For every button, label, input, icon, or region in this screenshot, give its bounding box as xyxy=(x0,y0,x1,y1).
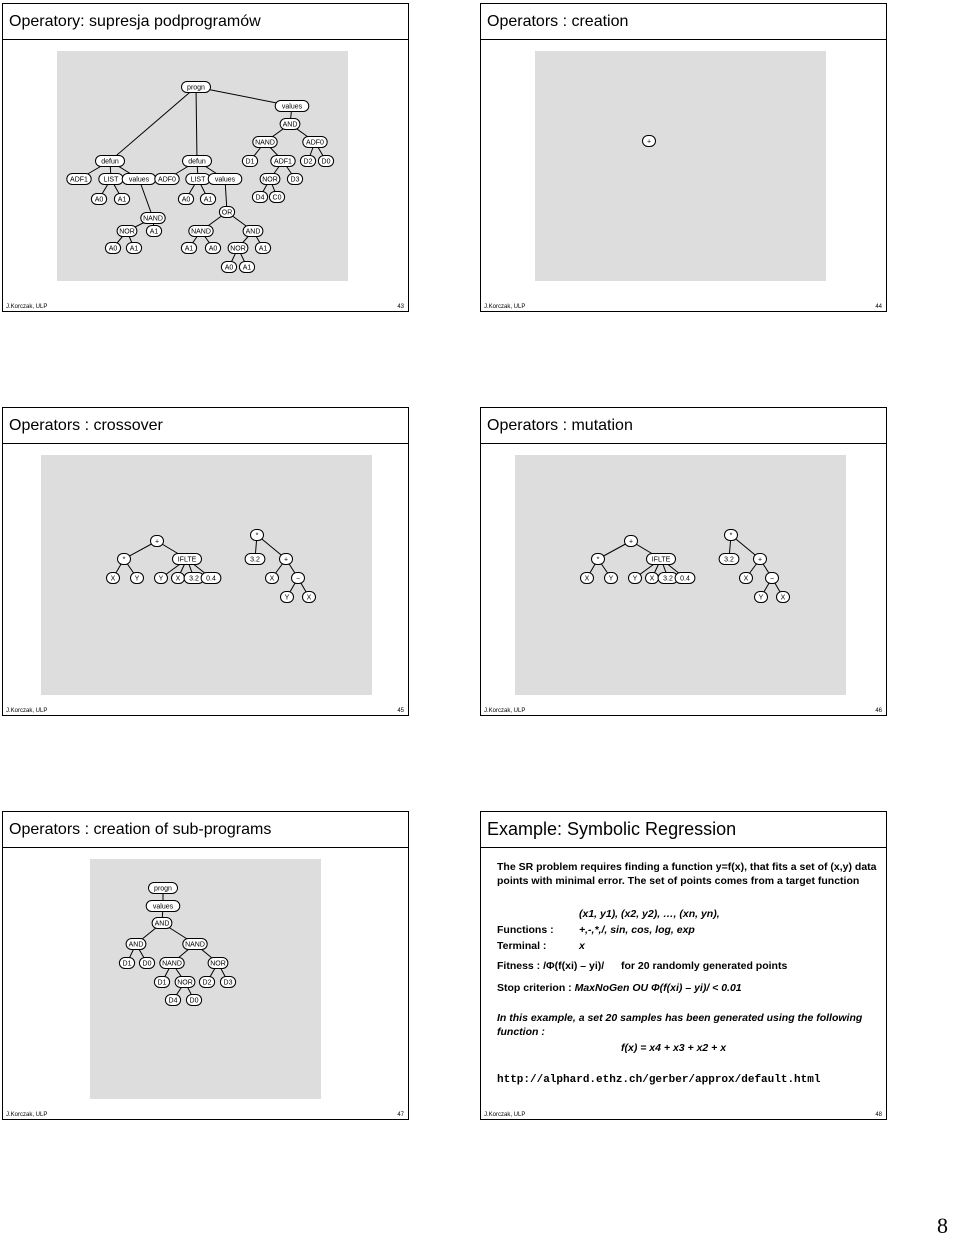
tree-node-label: Y xyxy=(608,575,614,583)
tree-node xyxy=(183,156,212,167)
tree-node-label: progn xyxy=(187,84,205,92)
tree-node xyxy=(755,592,768,603)
terminal-label: Terminal : xyxy=(497,940,547,952)
tree-node-label: X xyxy=(306,594,312,602)
stop-label: Stop criterion : xyxy=(497,982,575,994)
tree-node xyxy=(154,977,169,988)
tree-node-label: D0 xyxy=(321,158,331,166)
slide-number: 46 xyxy=(875,708,882,714)
tree-node xyxy=(292,573,305,584)
tree-node xyxy=(220,977,235,988)
tree-node-label: LIST xyxy=(190,176,206,184)
tree-node xyxy=(719,554,739,565)
tree-node-label: AND xyxy=(154,920,170,928)
slide-48 xyxy=(480,811,887,1120)
slide-number: 44 xyxy=(875,304,882,310)
tree-node-label: A1 xyxy=(242,264,252,272)
slide-number: 43 xyxy=(397,304,404,310)
tree-node xyxy=(725,530,738,541)
tree-node xyxy=(260,174,280,185)
tree-node-label: 3.2 xyxy=(189,575,199,583)
tree-diagram xyxy=(57,51,348,281)
tree-node-label: D2 xyxy=(202,979,212,987)
tree-node-label: + xyxy=(646,138,652,146)
tree-node xyxy=(189,226,213,237)
tree-node xyxy=(303,592,316,603)
functions-value: +,-,*,/, sin, cos, log, exp xyxy=(579,924,695,936)
tree-panel xyxy=(57,51,348,281)
tree-node-label: X xyxy=(175,575,181,583)
tree-node-label: A1 xyxy=(184,245,194,253)
tree-node-label: A1 xyxy=(149,228,159,236)
tree-node xyxy=(646,573,659,584)
tree-node xyxy=(754,554,767,565)
tree-node xyxy=(208,958,228,969)
tree-node-label: + xyxy=(628,538,634,546)
slide-number: 45 xyxy=(397,708,404,714)
tree-node xyxy=(182,82,211,93)
slide-title: Example: Symbolic Regression xyxy=(481,812,886,848)
tree-diagram xyxy=(515,455,846,695)
tree-node-label: A0 xyxy=(94,196,104,204)
slide-title: Operatory: supresja podprogramów xyxy=(3,4,408,40)
tree-node-label: * xyxy=(122,556,126,564)
tree-node-label: Y xyxy=(758,594,764,602)
tree-node xyxy=(122,174,156,185)
footer-author: J.Korczak, ULP xyxy=(6,304,48,310)
tree-node xyxy=(581,573,594,584)
tree-node-label: AND xyxy=(282,121,298,129)
slide-46 xyxy=(480,407,887,716)
tree-node-label: NOR xyxy=(230,245,246,253)
slide-47 xyxy=(2,811,409,1120)
tree-node xyxy=(221,262,236,273)
tree-node xyxy=(675,573,695,584)
tree-node-label: 3.2 xyxy=(724,556,734,564)
tree-node-label: + xyxy=(283,556,289,564)
fitness-label: Fitness : /Φ(f(xi) – yi)/ xyxy=(497,960,605,972)
tree-node xyxy=(118,554,131,565)
tree-node-label: D4 xyxy=(168,997,178,1005)
tree-node-label: 3.2 xyxy=(250,556,260,564)
tree-node-label: D0 xyxy=(189,997,199,1005)
tree-node xyxy=(228,243,248,254)
tree-node xyxy=(141,213,165,224)
tree-node-label: defun xyxy=(101,158,119,166)
tree-node xyxy=(155,573,168,584)
tree-node xyxy=(243,226,263,237)
example-sentence: In this example, a set 20 samples has been generated using the following function : xyxy=(497,1012,863,1038)
footer-author: J.Korczak, ULP xyxy=(484,304,526,310)
tree-node-label: Y xyxy=(284,594,290,602)
tree-node xyxy=(186,995,201,1006)
tree-node xyxy=(629,573,642,584)
slide-title: Operators : creation xyxy=(481,4,886,40)
tree-node-label: D1 xyxy=(157,979,167,987)
tree-node-label: 0.4 xyxy=(206,575,216,583)
tree-node-label: ADF1 xyxy=(274,158,292,166)
tree-node-label: + xyxy=(154,538,160,546)
tree-node-label: − xyxy=(295,575,301,583)
tree-node-label: values xyxy=(128,176,150,184)
tree-node-label: AND xyxy=(128,941,144,949)
tree-node-label: NOR xyxy=(177,979,193,987)
stop-row xyxy=(497,982,877,996)
tree-node xyxy=(766,573,779,584)
tree-node-label: OR xyxy=(221,209,233,217)
tree-node xyxy=(126,243,141,254)
slide-number: 47 xyxy=(397,1112,404,1118)
tree-node-label: NAND xyxy=(255,139,275,147)
tree-node xyxy=(239,262,254,273)
tree-node-label: C0 xyxy=(272,194,282,202)
tree-node-label: A0 xyxy=(108,245,118,253)
tree-node xyxy=(175,977,195,988)
slide-title: Operators : creation of sub-programs xyxy=(3,812,408,848)
tree-node xyxy=(96,156,125,167)
tree-node-label: * xyxy=(596,556,600,564)
tree-node-label: X xyxy=(780,594,786,602)
tree-node xyxy=(151,536,164,547)
tree-node xyxy=(643,136,656,147)
tree-node-label: * xyxy=(729,532,733,540)
fitness-row xyxy=(497,960,877,974)
points-text: (x1, y1), (x2, y2), …, (xn, yn), xyxy=(579,908,720,920)
footer-author: J.Korczak, ULP xyxy=(6,708,48,714)
tree-node-label: NOR xyxy=(119,228,135,236)
tree-node xyxy=(287,174,302,185)
tree-node xyxy=(160,958,184,969)
tree-node xyxy=(300,156,315,167)
tree-node xyxy=(91,194,106,205)
formula xyxy=(621,1042,726,1056)
tree-node-label: values xyxy=(152,903,174,911)
tree-node xyxy=(119,958,134,969)
tree-node xyxy=(242,156,257,167)
tree-node-label: NAND xyxy=(143,215,163,223)
tree-node-label: + xyxy=(757,556,763,564)
tree-node xyxy=(99,174,123,185)
tree-node xyxy=(126,939,146,950)
tree-node-label: D3 xyxy=(290,176,300,184)
tree-node-label: defun xyxy=(188,158,206,166)
tree-node-label: X xyxy=(269,575,275,583)
tree-node xyxy=(303,137,327,148)
tree-node xyxy=(181,243,196,254)
slide-title: Operators : crossover xyxy=(3,408,408,444)
tree-node xyxy=(155,174,179,185)
tree-edge xyxy=(110,87,196,161)
tree-node xyxy=(205,243,220,254)
tree-node xyxy=(281,592,294,603)
tree-node-label: A0 xyxy=(181,196,191,204)
tree-node-label: D2 xyxy=(303,158,313,166)
tree-node xyxy=(318,156,333,167)
slide-44 xyxy=(480,3,887,312)
url-text[interactable]: http://alphard.ethz.ch/gerber/approx/default.html xyxy=(497,1074,821,1086)
footer-author: J.Korczak, ULP xyxy=(484,1112,526,1118)
tree-node-label: A1 xyxy=(203,196,213,204)
tree-node-label: ADF1 xyxy=(70,176,88,184)
tree-node-label: NAND xyxy=(185,941,205,949)
tree-node xyxy=(183,939,207,950)
tree-node xyxy=(186,174,210,185)
tree-node xyxy=(252,192,267,203)
tree-node-label: − xyxy=(769,575,775,583)
tree-node-label: X xyxy=(743,575,749,583)
tree-diagram xyxy=(535,51,826,281)
tree-node-label: LIST xyxy=(103,176,119,184)
tree-node-label: ADF0 xyxy=(306,139,324,147)
tree-node-label: X xyxy=(110,575,116,583)
tree-node-label: D4 xyxy=(255,194,265,202)
tree-node xyxy=(105,243,120,254)
tree-node-label: progn xyxy=(154,885,172,893)
footer-author: J.Korczak, ULP xyxy=(6,1112,48,1118)
tree-node-label: X xyxy=(584,575,590,583)
slide-43 xyxy=(2,3,409,312)
tree-node-label: values xyxy=(214,176,236,184)
url-link[interactable] xyxy=(497,1074,820,1088)
tree-node xyxy=(114,194,129,205)
tree-node xyxy=(172,573,185,584)
tree-node-label: Y xyxy=(632,575,638,583)
tree-node-label: IFLTE xyxy=(651,556,671,564)
tree-node-label: 3.2 xyxy=(663,575,673,583)
slide-45 xyxy=(2,407,409,716)
tree-node xyxy=(592,554,605,565)
tree-node-label: D1 xyxy=(245,158,255,166)
tree-node-label: NOR xyxy=(210,960,226,968)
tree-node xyxy=(107,573,120,584)
tree-node xyxy=(165,995,180,1006)
tree-node-label: A0 xyxy=(224,264,234,272)
tree-node xyxy=(146,226,161,237)
functions-label: Functions : xyxy=(497,924,554,936)
tree-node-label: * xyxy=(255,532,259,540)
tree-node-label: D0 xyxy=(142,960,152,968)
tree-node xyxy=(266,573,279,584)
slide-title: Operators : mutation xyxy=(481,408,886,444)
tree-node-label: A1 xyxy=(129,245,139,253)
tree-node xyxy=(777,592,790,603)
stop-value: MaxNoGen OU Φ(f(xi) – yi)/ < 0.01 xyxy=(574,982,742,994)
tree-node xyxy=(152,918,172,929)
tree-node-label: 0.4 xyxy=(680,575,690,583)
tree-node-label: NOR xyxy=(262,176,278,184)
tree-node xyxy=(251,530,264,541)
regression-intro xyxy=(497,861,877,888)
tree-node xyxy=(280,554,293,565)
tree-panel xyxy=(535,51,826,281)
tree-node-label: D3 xyxy=(223,979,233,987)
tree-diagram xyxy=(90,859,321,1099)
example-text xyxy=(497,1012,867,1039)
tree-node xyxy=(255,243,270,254)
tree-node-label: Y xyxy=(158,575,164,583)
document-page-number: 8 xyxy=(937,1213,948,1238)
tree-node xyxy=(146,901,180,912)
tree-node-label: X xyxy=(649,575,655,583)
tree-node xyxy=(201,573,221,584)
footer-author: J.Korczak, ULP xyxy=(484,708,526,714)
tree-node xyxy=(67,174,91,185)
tree-node xyxy=(219,207,234,218)
tree-node xyxy=(740,573,753,584)
tree-node xyxy=(208,174,242,185)
tree-node-label: A0 xyxy=(208,245,218,253)
data-points xyxy=(579,908,720,922)
tree-node-label: values xyxy=(281,103,303,111)
tree-node-label: NAND xyxy=(191,228,211,236)
tree-panel xyxy=(90,859,321,1099)
tree-node-label: A1 xyxy=(117,196,127,204)
tree-node xyxy=(139,958,154,969)
tree-diagram xyxy=(41,455,372,695)
tree-edge xyxy=(196,87,197,161)
tree-node xyxy=(253,137,277,148)
tree-node xyxy=(647,554,676,565)
intro-text: The SR problem requires finding a function y=f(x), that fits a set of (x,y) data points with minimal error. The set of points comes from a target function xyxy=(497,861,877,887)
tree-node-label: Y xyxy=(134,575,140,583)
tree-node-label: NAND xyxy=(162,960,182,968)
tree-node xyxy=(271,156,295,167)
tree-panel xyxy=(41,455,372,695)
tree-node xyxy=(131,573,144,584)
tree-node xyxy=(269,192,284,203)
tree-node xyxy=(117,226,137,237)
tree-node xyxy=(605,573,618,584)
tree-node-label: IFLTE xyxy=(177,556,197,564)
formula-text: f(x) = x4 + x3 + x2 + x xyxy=(621,1042,727,1054)
fitness-value: for 20 randomly generated points xyxy=(621,960,788,972)
tree-node xyxy=(275,101,309,112)
terminal-row xyxy=(497,940,877,954)
tree-node xyxy=(149,883,178,894)
functions-row xyxy=(497,924,877,938)
tree-node xyxy=(199,977,214,988)
tree-node-label: D1 xyxy=(122,960,132,968)
tree-node xyxy=(280,119,300,130)
tree-node xyxy=(245,554,265,565)
tree-panel xyxy=(515,455,846,695)
tree-node-label: AND xyxy=(245,228,261,236)
tree-node-label: A1 xyxy=(258,245,268,253)
tree-node xyxy=(173,554,202,565)
tree-node xyxy=(178,194,193,205)
tree-node-label: ADF0 xyxy=(158,176,176,184)
tree-node xyxy=(625,536,638,547)
tree-node xyxy=(200,194,215,205)
terminal-value: x xyxy=(579,940,585,952)
slide-number: 48 xyxy=(875,1112,882,1118)
